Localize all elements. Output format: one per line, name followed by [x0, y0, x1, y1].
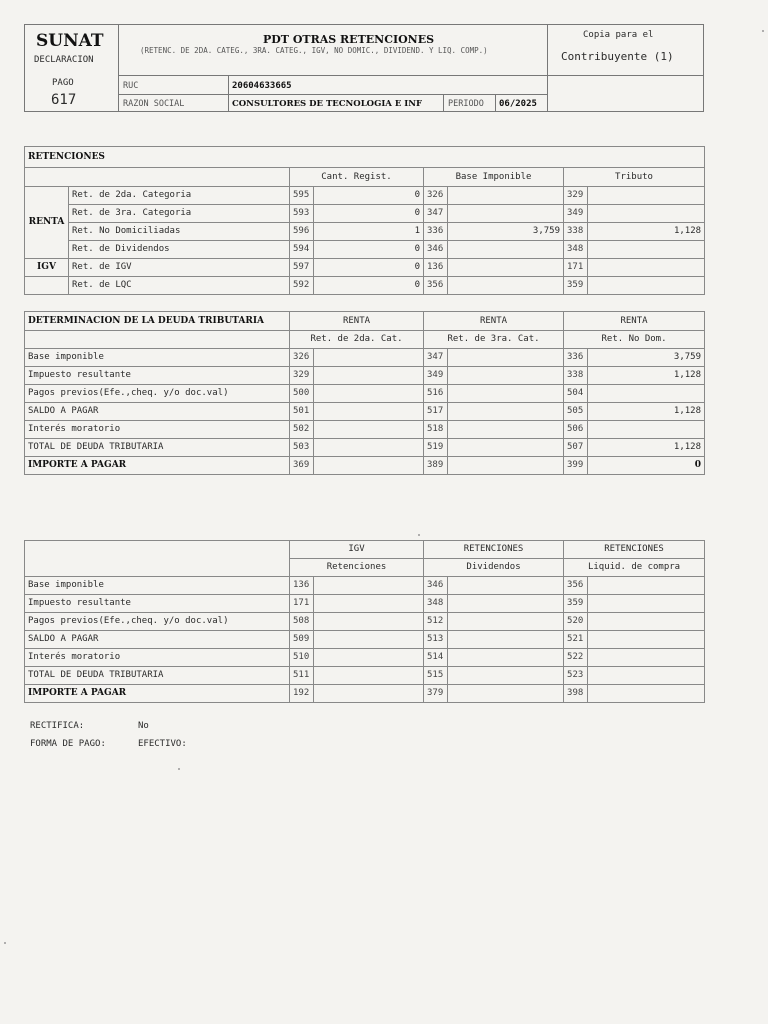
field-code: 597	[290, 259, 314, 277]
row-label: Ret. de IGV	[69, 259, 290, 277]
field-value	[588, 259, 705, 277]
col-renta-2da-a: RENTA	[290, 312, 424, 331]
rectifica-value: No	[138, 721, 149, 731]
field-code: 513	[424, 631, 448, 649]
field-value	[448, 259, 564, 277]
field-value	[588, 205, 705, 223]
field-value	[314, 595, 424, 613]
field-value	[448, 421, 564, 439]
row-label: SALDO A PAGAR	[25, 403, 290, 421]
field-code: 171	[564, 259, 588, 277]
field-value	[448, 685, 564, 703]
field-value	[448, 631, 564, 649]
field-code: 505	[564, 403, 588, 421]
field-code: 356	[424, 277, 448, 295]
field-code: 520	[564, 613, 588, 631]
field-value: 0	[314, 241, 424, 259]
field-code: 389	[424, 457, 448, 475]
field-code: 500	[290, 385, 314, 403]
field-value	[448, 439, 564, 457]
scan-speck	[4, 942, 6, 944]
row-label: Ret. de 3ra. Categoria	[69, 205, 290, 223]
field-code: 511	[290, 667, 314, 685]
field-value	[448, 649, 564, 667]
row-label: Impuesto resultante	[25, 367, 290, 385]
field-value	[588, 613, 705, 631]
field-code: 503	[290, 439, 314, 457]
field-value	[448, 595, 564, 613]
col-cant-regist: Cant. Regist.	[290, 168, 424, 187]
col-renta-nodom-b: Ret. No Dom.	[564, 331, 705, 349]
field-code: 326	[290, 349, 314, 367]
field-value: 1,128	[588, 223, 705, 241]
row-label: Ret. No Domiciliadas	[69, 223, 290, 241]
col-dividendos-b: Dividendos	[424, 559, 564, 577]
field-value	[588, 667, 705, 685]
field-value	[448, 205, 564, 223]
field-value	[588, 685, 705, 703]
row-label: SALDO A PAGAR	[25, 631, 290, 649]
field-value	[588, 187, 705, 205]
pago-number: 617	[51, 92, 77, 108]
field-value	[314, 457, 424, 475]
field-value	[588, 649, 705, 667]
field-value: 1,128	[588, 403, 705, 421]
field-value: 0	[314, 187, 424, 205]
field-code: 171	[290, 595, 314, 613]
field-value	[448, 667, 564, 685]
field-value: 0	[314, 259, 424, 277]
field-value: 0	[314, 277, 424, 295]
col-base-imponible: Base Imponible	[424, 168, 564, 187]
row-label: Ret. de Dividendos	[69, 241, 290, 259]
table-row	[25, 421, 705, 439]
row-label: TOTAL DE DEUDA TRIBUTARIA	[25, 667, 290, 685]
row-label: Ret. de LQC	[69, 277, 290, 295]
row-label: TOTAL DE DEUDA TRIBUTARIA	[25, 439, 290, 457]
col-igv-a: IGV	[290, 541, 424, 559]
field-code: 136	[290, 577, 314, 595]
field-code: 348	[564, 241, 588, 259]
col-liquid-b: Liquid. de compra	[564, 559, 705, 577]
field-code: 326	[424, 187, 448, 205]
contribuyente-label: Contribuyente (1)	[561, 50, 674, 63]
scan-speck	[418, 534, 420, 536]
field-value	[314, 649, 424, 667]
field-value	[314, 685, 424, 703]
field-value	[314, 367, 424, 385]
field-value	[448, 457, 564, 475]
col-renta-3ra-b: Ret. de 3ra. Cat.	[424, 331, 564, 349]
field-code: 398	[564, 685, 588, 703]
row-label: Base imponible	[25, 577, 290, 595]
field-code: 359	[564, 277, 588, 295]
field-code: 136	[424, 259, 448, 277]
field-value	[588, 385, 705, 403]
field-code: 519	[424, 439, 448, 457]
group-renta-label: RENTA	[25, 187, 69, 259]
field-code: 523	[564, 667, 588, 685]
table-row	[25, 385, 705, 403]
table-row	[25, 595, 705, 613]
field-code: 348	[424, 595, 448, 613]
table-row	[25, 277, 705, 295]
field-code: 338	[564, 367, 588, 385]
field-code: 522	[564, 649, 588, 667]
forma-de-pago-label: FORMA DE PAGO:	[30, 739, 106, 749]
field-code: 346	[424, 241, 448, 259]
field-code: 502	[290, 421, 314, 439]
field-value	[588, 577, 705, 595]
table-row	[25, 439, 705, 457]
deuda-title: DETERMINACION DE LA DEUDA TRIBUTARIA	[25, 312, 290, 331]
deuda-tributaria-table	[24, 311, 705, 475]
pago-label: PAGO	[52, 78, 74, 88]
field-code: 517	[424, 403, 448, 421]
col-renta-nodom-a: RENTA	[564, 312, 705, 331]
table-row	[25, 187, 705, 205]
table-row	[25, 649, 705, 667]
field-code: 508	[290, 613, 314, 631]
field-code: 504	[564, 385, 588, 403]
row-label: Interés moratorio	[25, 421, 290, 439]
table-row	[25, 241, 705, 259]
field-code: 518	[424, 421, 448, 439]
table-row	[25, 205, 705, 223]
field-code: 346	[424, 577, 448, 595]
table-row	[25, 577, 705, 595]
retenciones-table	[24, 146, 705, 295]
col-dividendos-a: RETENCIONES	[424, 541, 564, 559]
brand-logo-text: SUNAT	[36, 31, 104, 51]
table-row	[25, 367, 705, 385]
col-renta-2da-b: Ret. de 2da. Cat.	[290, 331, 424, 349]
row-label: Interés moratorio	[25, 649, 290, 667]
field-value	[314, 403, 424, 421]
forma-de-pago-value: EFECTIVO:	[138, 739, 187, 749]
field-code: 509	[290, 631, 314, 649]
field-value	[448, 403, 564, 421]
group-igv-label: IGV	[25, 259, 69, 277]
field-value	[448, 613, 564, 631]
row-label: Ret. de 2da. Categoria	[69, 187, 290, 205]
field-code: 336	[564, 349, 588, 367]
field-code: 592	[290, 277, 314, 295]
field-code: 595	[290, 187, 314, 205]
form-subtitle: (RETENC. DE 2DA. CATEG., 3RA. CATEG., IGV, NO DOMIC., DIVIDEND. Y LIQ. COMP.)	[140, 46, 488, 55]
field-value	[314, 385, 424, 403]
table-row	[25, 685, 705, 703]
field-value: 0	[314, 205, 424, 223]
razon-social-value: CONSULTORES DE TECNOLOGIA E INF	[232, 99, 423, 109]
field-code: 329	[290, 367, 314, 385]
field-code: 510	[290, 649, 314, 667]
razon-social-label: RAZON SOCIAL	[123, 99, 185, 109]
scan-speck	[762, 30, 764, 32]
field-code: 369	[290, 457, 314, 475]
table-row	[25, 667, 705, 685]
field-code: 516	[424, 385, 448, 403]
table-row	[25, 631, 705, 649]
field-value	[314, 631, 424, 649]
row-label: Base imponible	[25, 349, 290, 367]
field-code: 338	[564, 223, 588, 241]
col-tributo: Tributo	[564, 168, 705, 187]
field-value	[588, 421, 705, 439]
col-renta-3ra-a: RENTA	[424, 312, 564, 331]
field-code: 399	[564, 457, 588, 475]
field-value	[448, 577, 564, 595]
field-code: 192	[290, 685, 314, 703]
field-code: 359	[564, 595, 588, 613]
row-label: Impuesto resultante	[25, 595, 290, 613]
field-code: 594	[290, 241, 314, 259]
field-value: 0	[588, 457, 705, 475]
ruc-value: 20604633665	[232, 81, 292, 91]
declaracion-label: DECLARACION	[34, 55, 94, 65]
ruc-label: RUC	[123, 81, 139, 91]
periodo-label: PERIODO	[448, 99, 484, 109]
field-code: 507	[564, 439, 588, 457]
row-label: Pagos previos(Efe.,cheq. y/o doc.val)	[25, 613, 290, 631]
field-value	[314, 421, 424, 439]
field-value	[448, 277, 564, 295]
field-code: 347	[424, 205, 448, 223]
field-value	[314, 667, 424, 685]
field-value	[588, 595, 705, 613]
field-code: 515	[424, 667, 448, 685]
field-code: 521	[564, 631, 588, 649]
table-row	[25, 223, 705, 241]
field-value: 1,128	[588, 439, 705, 457]
field-code: 514	[424, 649, 448, 667]
field-code: 593	[290, 205, 314, 223]
field-value: 1	[314, 223, 424, 241]
table-row	[25, 457, 705, 475]
table-row	[25, 349, 705, 367]
field-code: 349	[424, 367, 448, 385]
field-value	[314, 349, 424, 367]
field-code: 349	[564, 205, 588, 223]
copia-label: Copia para el	[583, 30, 654, 40]
field-value	[448, 187, 564, 205]
row-label: Pagos previos(Efe.,cheq. y/o doc.val)	[25, 385, 290, 403]
field-value	[448, 385, 564, 403]
importe-a-pagar-label: IMPORTE A PAGAR	[25, 685, 290, 703]
field-code: 347	[424, 349, 448, 367]
col-liquid-a: RETENCIONES	[564, 541, 705, 559]
field-value	[314, 613, 424, 631]
field-code: 596	[290, 223, 314, 241]
scan-speck	[178, 768, 180, 770]
table-row	[25, 403, 705, 421]
table-row	[25, 613, 705, 631]
periodo-value: 06/2025	[499, 99, 537, 109]
col-igv-b: Retenciones	[290, 559, 424, 577]
field-code: 506	[564, 421, 588, 439]
form-title: PDT OTRAS RETENCIONES	[263, 33, 435, 46]
field-code: 501	[290, 403, 314, 421]
field-value	[588, 631, 705, 649]
field-value: 3,759	[588, 349, 705, 367]
field-value	[314, 439, 424, 457]
field-code: 512	[424, 613, 448, 631]
field-value	[588, 241, 705, 259]
field-value	[448, 241, 564, 259]
field-code: 356	[564, 577, 588, 595]
field-code: 329	[564, 187, 588, 205]
otros-tributos-table	[24, 540, 705, 703]
field-value	[588, 277, 705, 295]
field-value	[448, 349, 564, 367]
field-code: 379	[424, 685, 448, 703]
field-value: 3,759	[448, 223, 564, 241]
field-code: 336	[424, 223, 448, 241]
importe-a-pagar-label: IMPORTE A PAGAR	[25, 457, 290, 475]
field-value: 1,128	[588, 367, 705, 385]
field-value	[314, 577, 424, 595]
field-value	[448, 367, 564, 385]
table-row	[25, 259, 705, 277]
retenciones-title: RETENCIONES	[25, 147, 705, 168]
rectifica-label: RECTIFICA:	[30, 721, 85, 731]
